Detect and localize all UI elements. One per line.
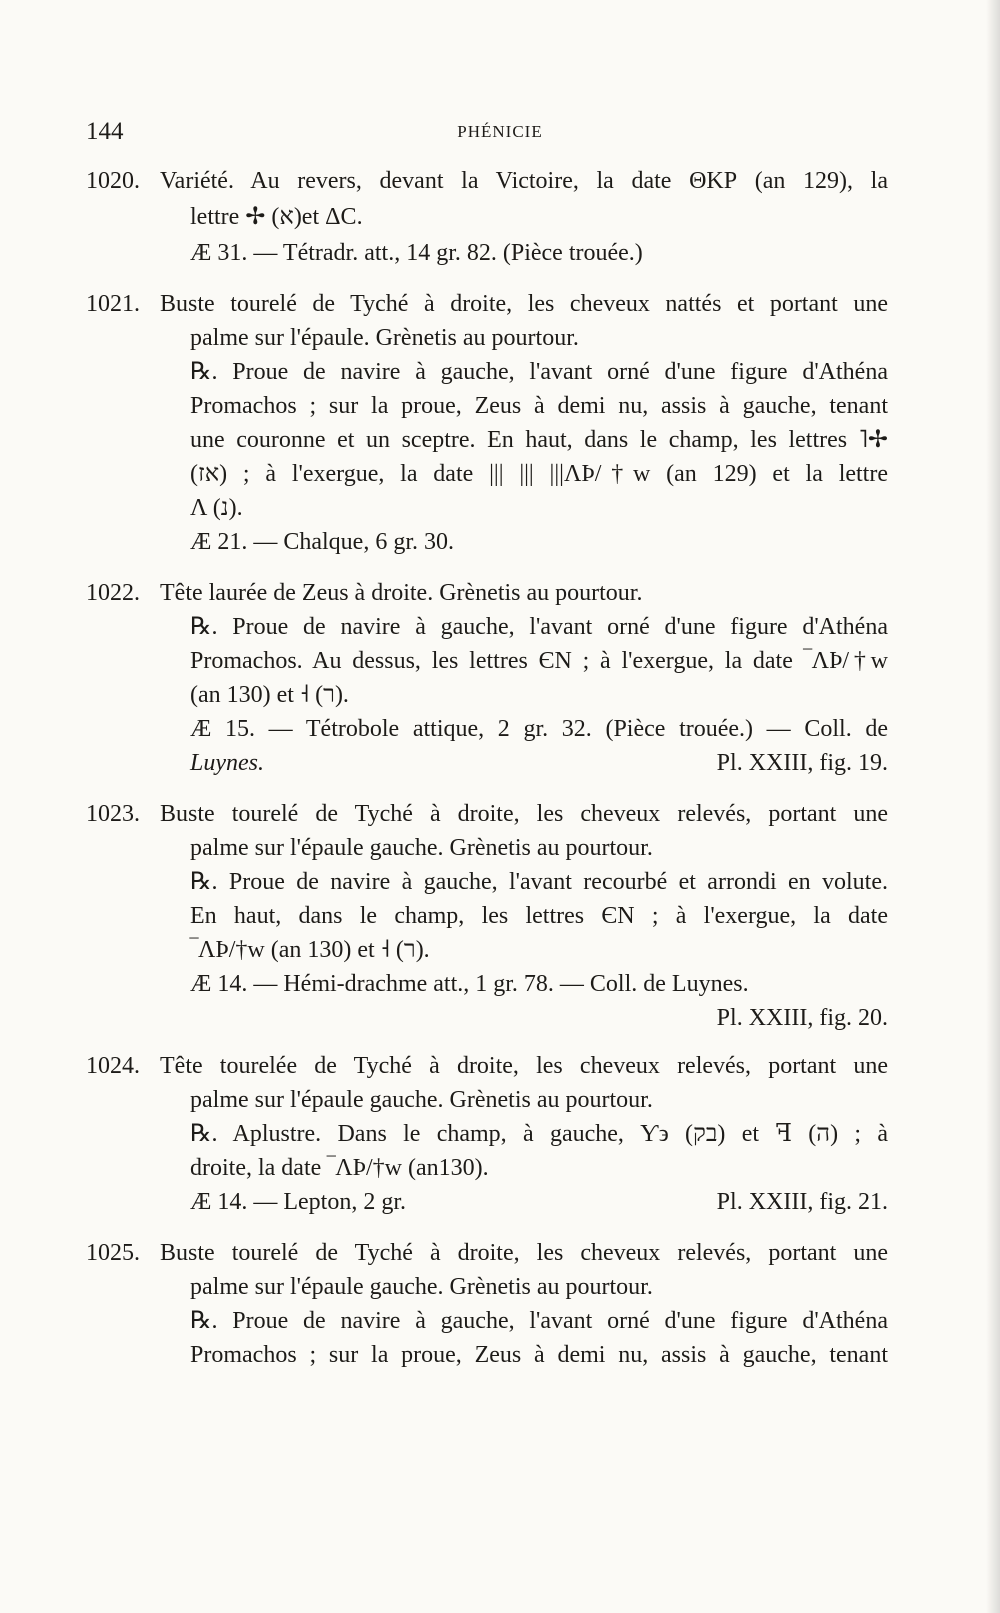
entry-1025-line-4: Promachos ; sur la proue, Zeus à demi nu, assis à gauche, tenant <box>190 1342 888 1368</box>
running-title: PHÉNICIE <box>457 122 543 141</box>
entry-1020-line-2: lettre ✢ (א)et ΔC. <box>190 204 363 230</box>
entry-1020-line-1: Variété. Au revers, devant la Victoire, la date ΘΚΡ (an 129), la <box>160 168 888 194</box>
entry-1025-line-3: ℞. Proue de navire à gauche, l'avant orné d'une figure d'Athéna <box>190 1308 888 1334</box>
entry-1023-line-5: ‾ΛϷ/†ᴡ (an 130) et ˧ (ר). <box>190 937 430 963</box>
entry-1021-line-4: Promachos ; sur la proue, Zeus à demi nu, assis à gauche, tenant <box>190 393 888 419</box>
entry-1023-line-4: En haut, dans le champ, les lettres ЄN ; à l'exergue, la date <box>190 903 888 929</box>
entry-1022-line-3: Promachos. Au dessus, les lettres ЄN ; à l'exergue, la date ‾ΛϷ/†ᴡ <box>190 648 888 674</box>
entry-number-1021: 1021. <box>86 291 140 317</box>
entry-number-1025: 1025. <box>86 1240 140 1266</box>
entry-1020-line-3: Æ 31. — Tétradr. att., 14 gr. 82. (Pièce trouée.) <box>190 240 643 266</box>
entry-1021-line-1: Buste tourelé de Tyché à droite, les cheveux nattés et portant une <box>160 291 888 317</box>
entry-1024-line-2: palme sur l'épaule gauche. Grènetis au pourtour. <box>190 1087 653 1113</box>
entry-1021-line-8: Æ 21. — Chalque, 6 gr. 30. <box>190 529 454 555</box>
entry-1022-plate-ref: Pl. XXIII, fig. 19. <box>716 750 888 776</box>
entry-1021-line-5: une couronne et un sceptre. En haut, dans le champ, les lettres ˥✢ <box>190 427 888 453</box>
entry-1024-line-4: droite, la date ‾ΛϷ/†ᴡ (an130). <box>190 1155 489 1181</box>
entry-1022-line-1: Tête laurée de Zeus à droite. Grènetis au pourtour. <box>160 580 643 606</box>
entry-1025-line-1: Buste tourelé de Tyché à droite, les cheveux relevés, portant une <box>160 1240 888 1266</box>
entry-1021-line-3: ℞. Proue de navire à gauche, l'avant orné d'une figure d'Athéna <box>190 359 888 385</box>
entry-1021-line-2: palme sur l'épaule. Grènetis au pourtour. <box>190 325 579 351</box>
entry-1024-line-1: Tête tourelée de Tyché à droite, les cheveux relevés, portant une <box>160 1053 888 1079</box>
entry-number-1022: 1022. <box>86 580 140 606</box>
entry-1022-line-4: (an 130) et ˧ (ר). <box>190 682 349 708</box>
entry-number-1024: 1024. <box>86 1053 140 1079</box>
entry-number-1020: 1020. <box>86 168 140 194</box>
entry-1025-line-2: palme sur l'épaule gauche. Grènetis au pourtour. <box>190 1274 653 1300</box>
entry-1021-line-7: Λ (נ). <box>190 495 243 521</box>
entry-1023-line-1: Buste tourelé de Tyché à droite, les cheveux relevés, portant une <box>160 801 888 827</box>
page-number: 144 <box>86 118 124 145</box>
entry-1024-line-5: Æ 14. — Lepton, 2 gr. <box>190 1189 406 1215</box>
entry-1023-line-2: palme sur l'épaule gauche. Grènetis au pourtour. <box>190 835 653 861</box>
entry-number-1023: 1023. <box>86 801 140 827</box>
page-edge-shadow <box>986 0 1000 1613</box>
entry-1022-line-2: ℞. Proue de navire à gauche, l'avant orné d'une figure d'Athéna <box>190 614 888 640</box>
entry-1021-line-6: (אז) ; à l'exergue, la date ||| ||| |||ΛϷ/†ᴡ (an 129) et la lettre <box>190 461 888 487</box>
entry-1024-plate-ref: Pl. XXIII, fig. 21. <box>716 1189 888 1215</box>
entry-1024-line-3: ℞. Aplustre. Dans le champ, à gauche, Ƴ϶ (בק) et ꟻ (ה) ; à <box>190 1121 889 1147</box>
entry-1022-line-6: Luynes. <box>190 750 264 776</box>
entry-1023-line-6: Æ 14. — Hémi-drachme att., 1 gr. 78. — Coll. de Luynes. <box>190 971 749 997</box>
entry-1022-line-5: Æ 15. — Tétrobole attique, 2 gr. 32. (Pièce trouée.) — Coll. de <box>190 716 888 742</box>
entry-1023-line-3: ℞. Proue de navire à gauche, l'avant recourbé et arrondi en volute. <box>190 869 888 895</box>
entry-1023-plate-ref: Pl. XXIII, fig. 20. <box>716 1005 888 1031</box>
